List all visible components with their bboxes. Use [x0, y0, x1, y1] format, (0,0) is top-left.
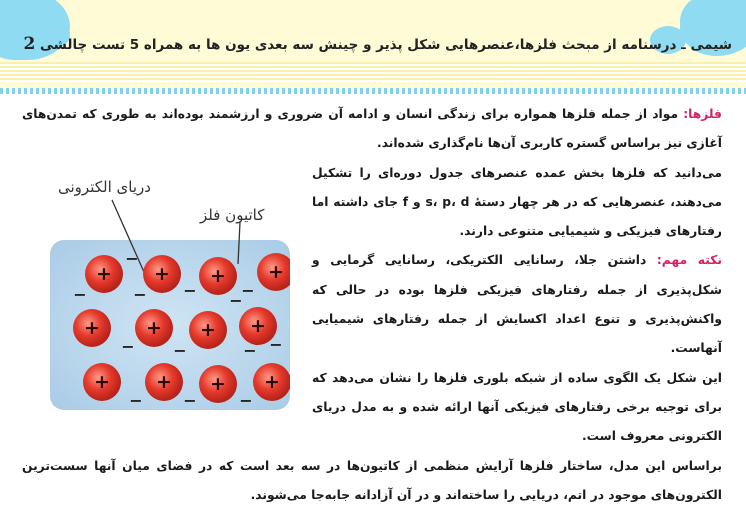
electron: − [229, 291, 243, 310]
svg-text:+: + [154, 263, 170, 285]
paragraph-electron-sea-text: براساس این مدل، ساختار فلزها آرایش منظمی از کاتیون‌ها در سه بعد است که در فضای میان آنها سست‌ترین الکترون‌های موجود در اتم، دریایی را ساخته‌اند و در آن آزادانه جابه‌جا می‌شوند. [22, 458, 722, 502]
svg-text:+: + [250, 315, 266, 337]
electron: − [173, 341, 187, 360]
paragraph-lattice-model-text: این شکل یک الگوی ساده از شبکه بلوری فلزها را نشان می‌دهد که برای توجیه برخی رفتارهای فیزیکی آنها ارائه شده و به مدل دریای الکترونی معروف است. [312, 370, 722, 444]
paragraph-electron-sea [22, 452, 722, 510]
paragraph-important-note-text: داشتن جلا، رسانایی الکتریکی، رسانایی گرمایی و شکل‌پذیری از جمله رفتارهای فیزیکی فلزها بوده در حالی که واکنش‌پذیری و تنوع اعداد اکسایش از جمله رفتارهای شیمیایی آنهاست. [312, 253, 722, 356]
electron: − [243, 341, 257, 360]
paragraph-periodic-table [22, 159, 722, 247]
electron-sea-label: دریای الکترونی [58, 178, 151, 196]
paragraph-metals-text: مواد از جمله فلزها همواره برای زندگی انسان و ادامه آن ضروری و ارزشمند بوده‌اند به طوری که تمدن‌های آغازی نیز براساس گستره کاربری آن‌ها نام‌گذاری شده‌اند. [22, 107, 722, 151]
svg-text:+: + [84, 317, 100, 339]
term-important-note: نکته مهم: [656, 253, 722, 268]
metal-cation-label: کاتیون فلز [200, 206, 265, 224]
svg-text:+: + [156, 371, 172, 393]
header-divider [0, 88, 746, 94]
electron: − [239, 391, 253, 410]
paragraph-important-note [22, 246, 722, 363]
electron: − [269, 335, 283, 354]
article-body [22, 100, 722, 510]
header-stripes [0, 62, 746, 82]
page-header [0, 0, 746, 88]
svg-text:+: + [264, 371, 280, 393]
electron: − [129, 391, 143, 410]
electron: − [73, 285, 87, 304]
paragraph-metals [22, 100, 722, 159]
svg-text:+: + [200, 319, 216, 341]
paragraph-periodic-table-text: می‌دانید که فلزها بخش عمده عنصرهای جدول دوره‌ای را تشکیل می‌دهند، عنصرهایی که در هر چهار دستهٔ s، p، d و f جای داشته اما رفتارهای فیزیکی و شیمیایی متنوعی دارند. [312, 165, 722, 239]
svg-text:+: + [268, 261, 284, 283]
electron: − [133, 285, 147, 304]
svg-text:+: + [210, 265, 226, 287]
header-title-text: شیمی ـ درسنامه از مبحث فلزها،عنصرهایی شکل پذیر و چینش سه بعدی یون ها به همراه 5 تست چالشی [40, 37, 732, 53]
electron: − [183, 391, 197, 410]
paragraph-lattice-model [22, 364, 722, 452]
svg-text:+: + [96, 263, 112, 285]
electron: − [121, 337, 135, 356]
page-title [15, 34, 732, 54]
term-metals: فلزها: [683, 107, 722, 121]
svg-text:+: + [146, 317, 162, 339]
electron: − [241, 281, 255, 300]
svg-text:+: + [94, 371, 110, 393]
page-number: 2 [23, 34, 36, 54]
electron: − [183, 281, 197, 300]
electron: − [125, 249, 139, 268]
svg-text:+: + [210, 373, 226, 395]
